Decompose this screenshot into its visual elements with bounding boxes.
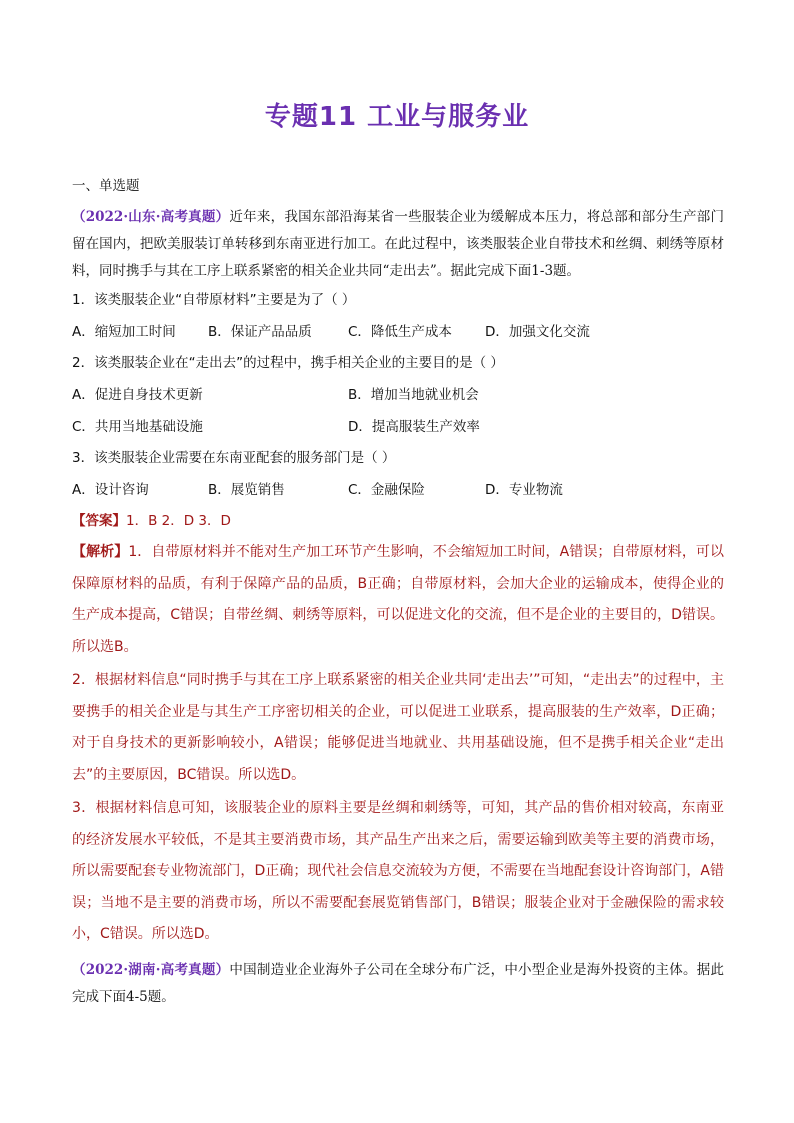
option-a: A．设计咨询 bbox=[72, 482, 149, 498]
analysis-paragraph-2: 2．根据材料信息“同时携手与其在工序上联系紧密的相关企业共同‘走出去’”可知，“走出去”的过程中，主要携手的相关企业是与其生产工序密切相关的企业，可以促进工业联系，提高服装的生产效率，D正确；对于自身技术的更新影响较小，A错误；能够促进当地就业、共用基础设施，但不是携手相关企业“走出去”的主要原因，BC错误。所以选D。 bbox=[72, 672, 724, 783]
question-options bbox=[72, 379, 724, 443]
analysis-tag: 【解析】 bbox=[72, 544, 129, 560]
analysis-paragraph-1 bbox=[72, 537, 724, 663]
passage-text: 近年来，我国东部沿海某省一些服装企业为缓解成本压力，将总部和部分生产部门留在国内，把欧美服装订单转移到东南亚进行加工。在此过程中，该类服装企业自带技术和丝绸、刺绣等原材料，同时携手与其在工序上联系紧密的相关企业共同“走出去”。据此完成下面1-3题。 bbox=[72, 209, 724, 279]
option-c: C．金融保险 bbox=[348, 482, 425, 498]
analysis-paragraph-3: 3．根据材料信息可知，该服装企业的原料主要是丝绸和刺绣等，可知，其产品的售价相对较高，东南亚的经济发展水平较低，不是其主要消费市场，其产品生产出来之后，需要运输到欧美等主要的消费市场，所以需要配套专业物流部门，D正确；现代社会信息交流较为方便，不需要在当地配套设计咨询部门，A错误；当地不是主要的消费市场，所以不需要配套展览销售部门，B错误；服装企业对于金融保险的需求较小，C错误。所以选D。 bbox=[72, 800, 724, 942]
question-stem: 3．该类服装企业需要在东南亚配套的服务部门是（ ） bbox=[72, 450, 396, 466]
option-b: B．展览销售 bbox=[208, 482, 285, 498]
section-heading: 一、单选题 bbox=[72, 178, 140, 194]
option-b: B．保证产品品质 bbox=[208, 324, 312, 340]
option-a: A．促进自身技术更新 bbox=[72, 387, 203, 403]
question-stem: 2．该类服装企业在“走出去”的过程中，携手相关企业的主要目的是（ ） bbox=[72, 355, 504, 371]
answer-text: 1．B 2．D 3．D bbox=[126, 513, 231, 529]
question-stem: 1．该类服装企业“自带原材料”主要是为了（ ） bbox=[72, 292, 356, 308]
material-passage-1 bbox=[72, 204, 724, 285]
analysis-text-1: 1．自带原材料并不能对生产加工环节产生影响，不会缩短加工时间，A错误；自带原材料，可以保障原材料的品质，有利于保障产品的品质，B正确；自带原材料，会加大企业的运输成本，使得企业的生产成本提高，C错误；自带丝绸、刺绣等原料，可以促进文化的交流，但不是企业的主要目的，D错误。所以选B。 bbox=[72, 544, 725, 655]
option-d: D．专业物流 bbox=[485, 482, 563, 498]
document-body bbox=[72, 176, 724, 1011]
option-b: B．增加当地就业机会 bbox=[348, 387, 479, 403]
question-3 bbox=[72, 443, 724, 506]
answer-tag: 【答案】 bbox=[72, 513, 126, 529]
material-passage-2 bbox=[72, 957, 724, 1011]
question-1 bbox=[72, 285, 724, 348]
question-options bbox=[72, 474, 724, 506]
question-2 bbox=[72, 348, 724, 443]
answer-line bbox=[72, 506, 724, 537]
passage-text: 中国制造业企业海外子公司在全球分布广泛，中小型企业是海外投资的主体。据此完成下面4-5题。 bbox=[72, 961, 724, 1005]
option-c: C．降低生产成本 bbox=[348, 324, 452, 340]
option-c: C．共用当地基础设施 bbox=[72, 419, 203, 435]
option-a: A．缩短加工时间 bbox=[72, 324, 176, 340]
page-title: 专题11 工业与服务业 bbox=[264, 102, 530, 132]
option-d: D．加强文化交流 bbox=[485, 324, 590, 340]
option-d: D．提高服装生产效率 bbox=[348, 419, 480, 435]
question-options bbox=[72, 316, 724, 348]
passage-source: （2022·湖南·高考真题） bbox=[72, 961, 230, 978]
passage-source: （2022·山东·高考真题） bbox=[72, 209, 230, 225]
